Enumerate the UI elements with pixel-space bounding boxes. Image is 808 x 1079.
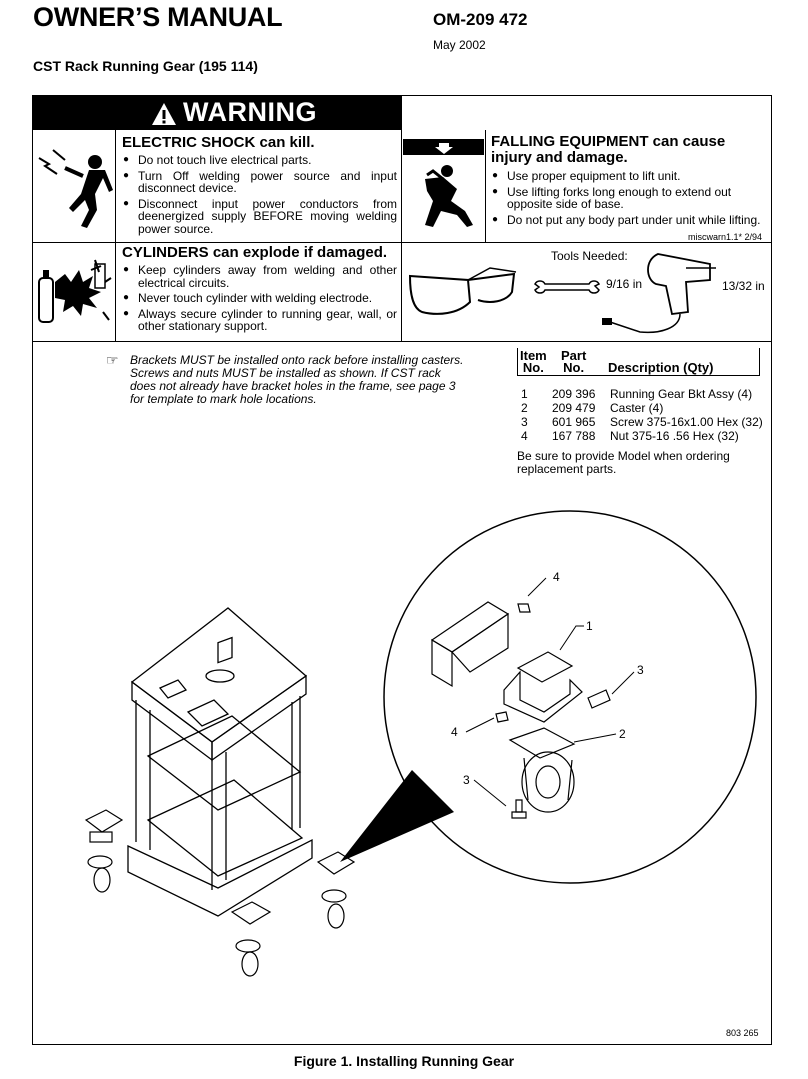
part-description: Running Gear Bkt Assy (4) xyxy=(610,387,753,401)
falling-equipment-heading: FALLING EQUIPMENT can cause injury and damage. xyxy=(491,133,726,166)
publication-date: May 2002 xyxy=(433,38,486,52)
list-item: ● Use proper equipment to lift unit. xyxy=(491,170,766,183)
list-item: ● Use lifting forks long enough to extend out opposite side of base. xyxy=(491,186,766,211)
part-number: 209 396 xyxy=(552,387,596,401)
part-description: Caster (4) xyxy=(610,401,664,415)
part-number: 601 965 xyxy=(552,415,596,429)
warning-reference: miscwarn1.1* 2/94 xyxy=(688,232,763,242)
list-item: ● Turn Off welding power source and input disconnect device. xyxy=(122,170,397,195)
cylinders-heading: CYLINDERS can explode if damaged. xyxy=(122,244,388,261)
list-item: ● Always secure cylinder to running gear, wall, or other stationary support. xyxy=(122,308,397,333)
description-header: Description (Qty) xyxy=(608,360,714,375)
callout-label: 3 xyxy=(637,663,644,677)
part-no-header: Part No. xyxy=(561,348,587,375)
part-description: Screw 375-16x1.00 Hex (32) xyxy=(610,415,763,429)
part-item-no: 1 xyxy=(521,387,528,401)
electric-shock-heading: ELECTRIC SHOCK can kill. xyxy=(122,134,315,151)
drawing-number: 803 265 xyxy=(726,1028,759,1038)
callout-label: 2 xyxy=(619,727,626,741)
drill-bit-size: 13/32 in xyxy=(722,279,765,293)
list-item: ● Keep cylinders away from welding and other electrical circuits. xyxy=(122,264,397,289)
wrench-size: 9/16 in xyxy=(606,277,643,291)
part-number: 167 788 xyxy=(552,429,596,443)
manual-title: OWNER’S MANUAL xyxy=(33,2,283,32)
warning-banner-text: WARNING xyxy=(183,97,317,127)
part-item-no: 2 xyxy=(521,401,528,415)
list-item: ● Never touch cylinder with welding electrode. xyxy=(122,292,397,305)
callout-label: 4 xyxy=(553,570,560,584)
item-no-header: Item No. xyxy=(520,348,547,375)
installation-note-text: Brackets MUST be installed onto rack before installing casters. Screws and nuts MUST be installed as shown. If CST rack does not already have bracket holes in the frame, see page 3 for template to mark hole locations. xyxy=(130,353,464,406)
pointing-hand-icon: ☞ xyxy=(106,352,119,368)
list-item: ● Do not put any body part under unit while lifting. xyxy=(491,214,766,227)
manual-number: OM-209 472 xyxy=(433,10,528,29)
part-number: 209 479 xyxy=(552,401,596,415)
callout-label: 1 xyxy=(586,619,593,633)
part-item-no: 4 xyxy=(521,429,528,443)
callout-label: 4 xyxy=(451,725,458,739)
list-item: ● Do not touch live electrical parts. xyxy=(122,154,397,167)
callout-label: 3 xyxy=(463,773,470,787)
figure-caption: Figure 1. Installing Running Gear xyxy=(293,1053,515,1069)
ordering-note: Be sure to provide Model when ordering replacement parts. xyxy=(517,449,730,476)
part-item-no: 3 xyxy=(521,415,528,429)
part-description: Nut 375-16 .56 Hex (32) xyxy=(610,429,739,443)
list-item: ● Disconnect input power conductors from deenergized supply BEFORE moving welding power source. xyxy=(122,198,397,236)
tools-needed-label: Tools Needed: xyxy=(551,249,628,263)
document-subtitle: CST Rack Running Gear (195 114) xyxy=(33,58,258,74)
